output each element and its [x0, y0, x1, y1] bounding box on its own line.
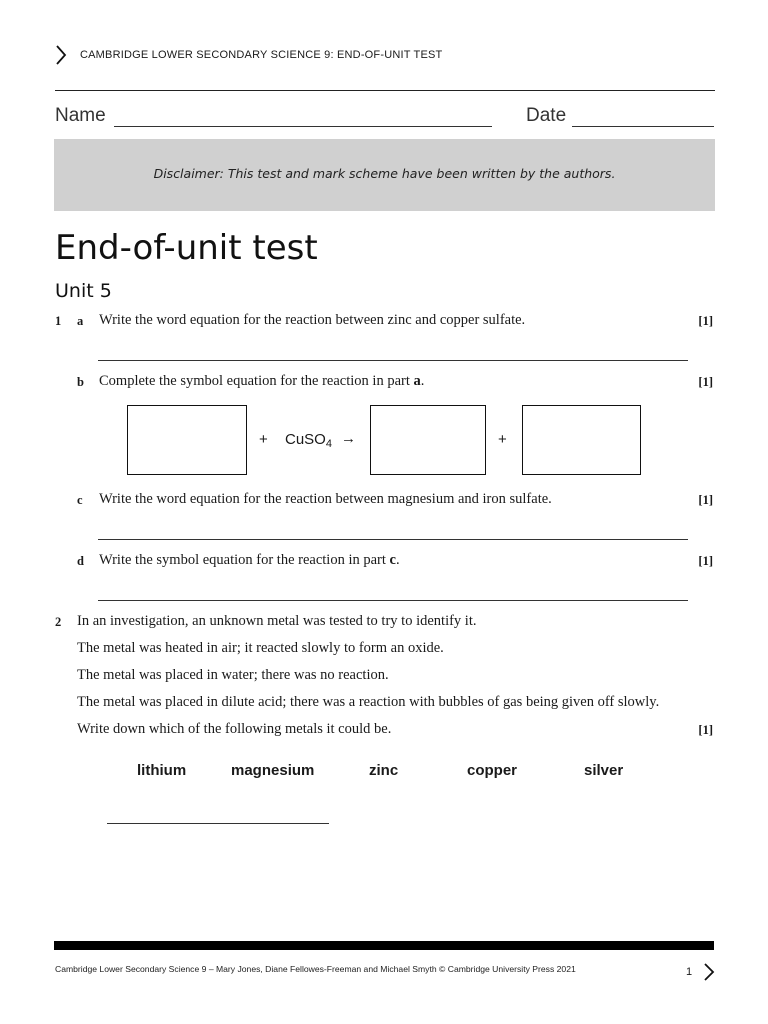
equation-plus-2: +	[498, 431, 507, 448]
marks-1b: [1]	[698, 375, 713, 389]
part-letter-a: a	[77, 314, 84, 328]
chevron-right-icon	[54, 44, 68, 66]
equation-plus-1: +	[259, 431, 268, 448]
date-line[interactable]	[572, 126, 714, 127]
part-letter-b: b	[77, 375, 84, 389]
question-1b-text-end: .	[420, 373, 425, 389]
answer-line-1c[interactable]	[98, 539, 688, 540]
name-label: Name	[55, 105, 106, 126]
metal-option: zinc	[369, 762, 399, 779]
equation-arrow: →	[341, 430, 356, 447]
header-title: CAMBRIDGE LOWER SECONDARY SCIENCE 9: END-OF-UNIT TEST	[80, 49, 443, 61]
answer-box-2[interactable]	[370, 405, 486, 475]
question-2-line: The metal was placed in dilute acid; there was a reaction with bubbles of gas being given off slowly.	[77, 694, 660, 710]
date-label: Date	[526, 105, 567, 126]
question-2-line: The metal was heated in air; it reacted slowly to form an oxide.	[77, 640, 444, 656]
footer-credit: Cambridge Lower Secondary Science 9 – Mary Jones, Diane Fellowes-Freeman and Michael Smyth © Cambridge University Press 2021	[55, 964, 576, 974]
metal-option: magnesium	[231, 762, 315, 779]
page-title: End-of-unit test	[55, 228, 318, 268]
unit-subtitle: Unit 5	[55, 280, 112, 302]
answer-line-1d[interactable]	[98, 600, 688, 601]
part-letter-c: c	[77, 493, 83, 507]
metal-option: lithium	[137, 762, 187, 779]
equation-reactant	[285, 431, 332, 448]
metal-option: copper	[467, 762, 518, 779]
question-number-2: 2	[55, 615, 62, 629]
question-1b-text-main: Complete the symbol equation for the reaction in part	[99, 373, 414, 389]
header-divider	[55, 90, 715, 91]
question-1b-text	[99, 373, 424, 390]
reactant-subscript: 4	[325, 438, 332, 450]
disclaimer-box	[54, 139, 715, 211]
question-2-line: Write down which of the following metals it could be.	[77, 721, 392, 737]
answer-line-2[interactable]	[107, 823, 329, 824]
question-1a-text: Write the word equation for the reaction between zinc and copper sulfate.	[99, 312, 526, 328]
answer-box-3[interactable]	[522, 405, 641, 475]
marks-1a: [1]	[698, 314, 713, 328]
reactant-formula: CuSO	[285, 431, 326, 448]
question-1d-text	[99, 552, 400, 569]
marks-2: [1]	[698, 723, 713, 737]
question-1d-text-main: Write the symbol equation for the reaction in part	[99, 552, 390, 568]
question-1d-text-end: .	[395, 552, 400, 568]
chevron-right-icon	[703, 962, 715, 982]
page-number: 1	[686, 966, 693, 978]
marks-1c: [1]	[698, 493, 713, 507]
disclaimer-text: Disclaimer: This test and mark scheme have been written by the authors.	[153, 166, 616, 181]
marks-1d: [1]	[698, 554, 713, 568]
question-2-line: In an investigation, an unknown metal was tested to try to identify it.	[77, 613, 477, 629]
answer-box-1[interactable]	[127, 405, 247, 475]
question-number-1: 1	[55, 314, 62, 328]
question-1c-text: Write the word equation for the reaction between magnesium and iron sulfate.	[99, 491, 552, 507]
part-reference-c: c	[389, 552, 396, 568]
footer-bar	[54, 941, 714, 950]
metal-option: silver	[584, 762, 624, 779]
question-2-line: The metal was placed in water; there was no reaction.	[77, 667, 389, 683]
part-letter-d: d	[77, 554, 84, 568]
name-line[interactable]	[114, 126, 492, 127]
answer-line-1a[interactable]	[98, 360, 688, 361]
part-reference-a: a	[413, 373, 421, 389]
